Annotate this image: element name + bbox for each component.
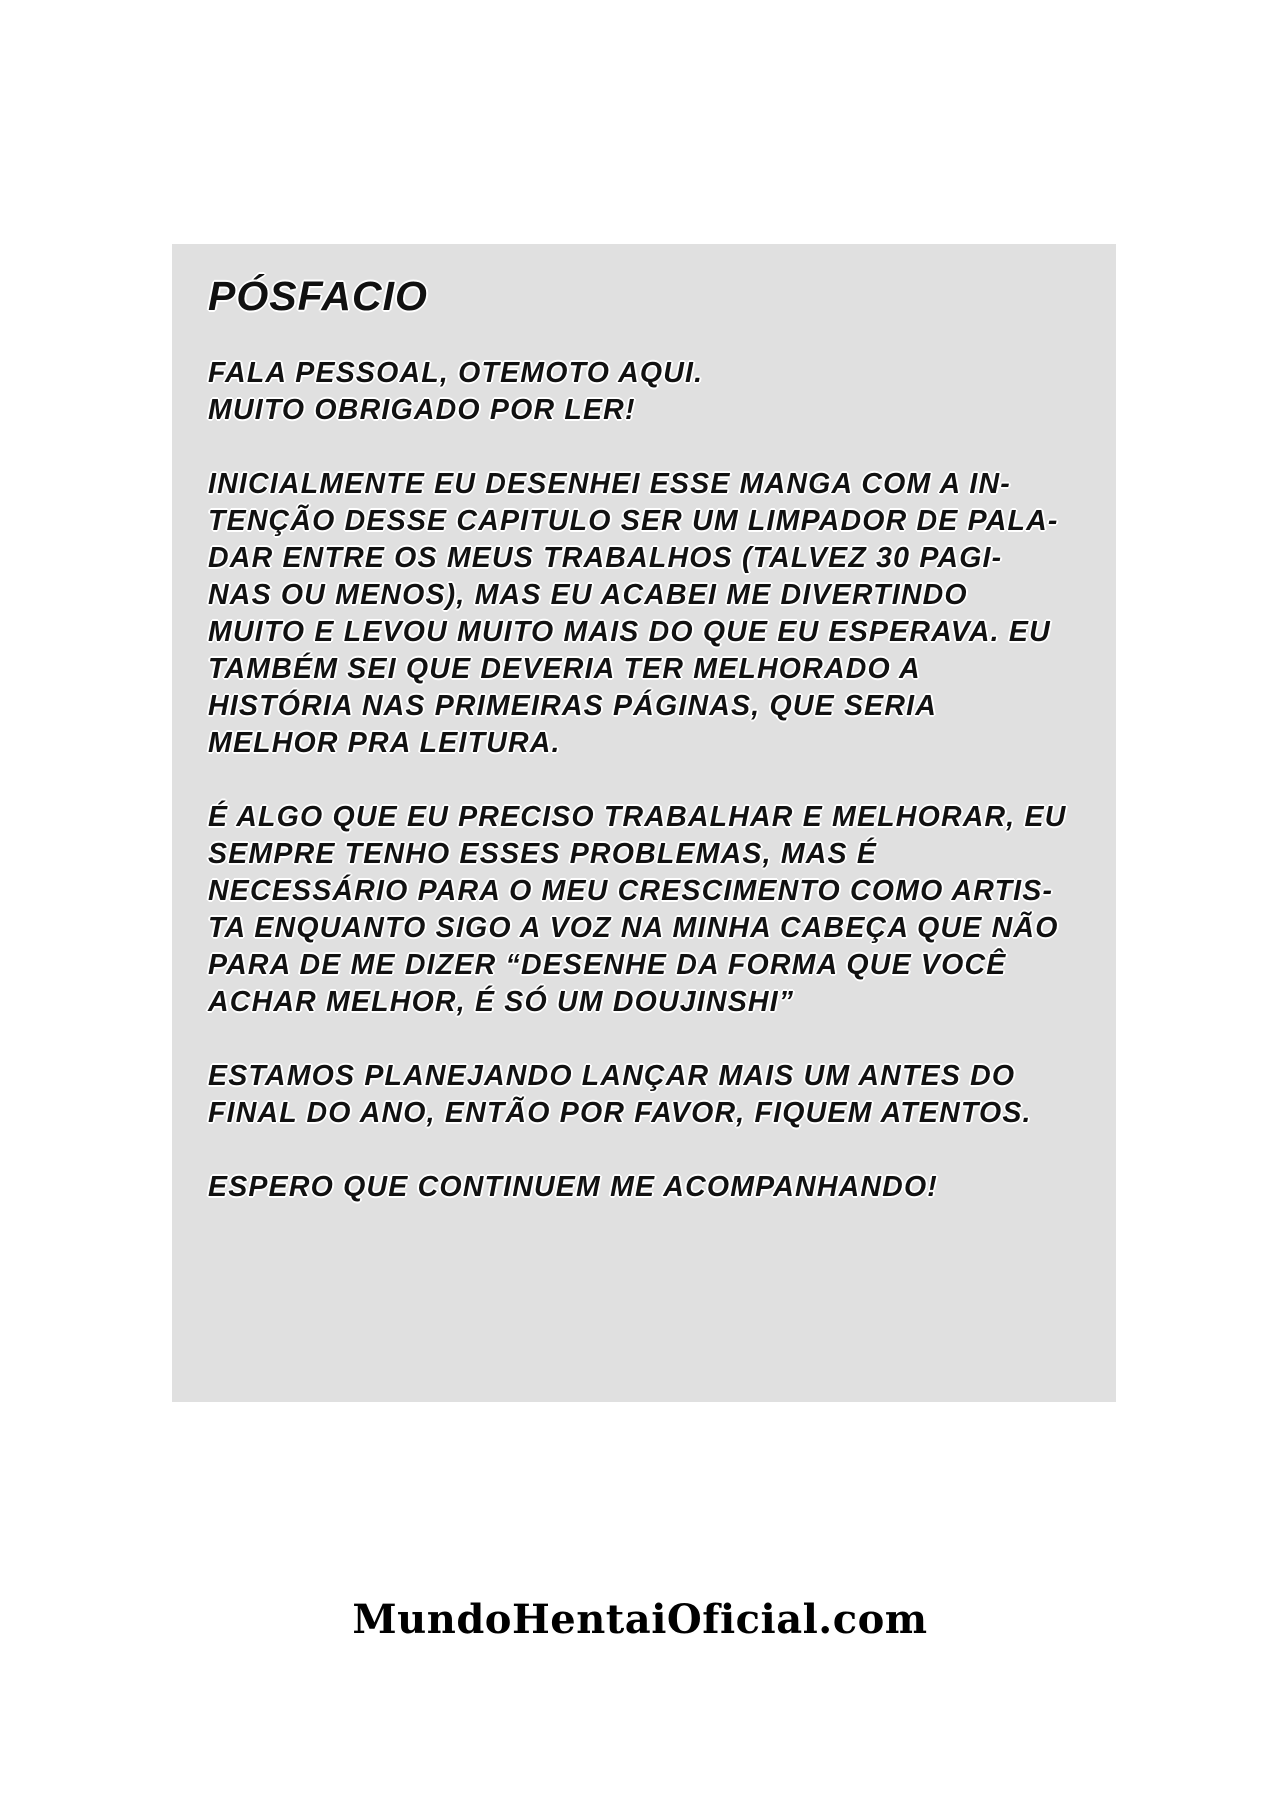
paragraph-line: MUITO E LEVOU MUITO MAIS DO QUE EU ESPERAVA. EU bbox=[208, 616, 1051, 649]
paragraph-line: MUITO OBRIGADO POR LER! bbox=[208, 394, 636, 427]
paragraph-line: DAR ENTRE OS MEUS TRABALHOS (TALVEZ 30 PAGI- bbox=[208, 542, 1003, 575]
afterword-body bbox=[208, 355, 1088, 1206]
paragraph-line: NAS OU MENOS), MAS EU ACABEI ME DIVERTINDO bbox=[208, 579, 968, 612]
paragraph-line: TENÇÃO DESSE CAPITULO SER UM LIMPADOR DE PALA- bbox=[208, 505, 1059, 538]
site-watermark: MundoHentaiOficial.com bbox=[352, 1596, 928, 1643]
paragraph-line: HISTÓRIA NAS PRIMEIRAS PÁGINAS, QUE SERIA bbox=[208, 690, 938, 723]
afterword-paragraph bbox=[208, 1169, 1088, 1206]
afterword-title: PÓSFACIO bbox=[208, 273, 428, 319]
paragraph-line: ESPERO QUE CONTINUEM ME ACOMPANHANDO! bbox=[208, 1171, 939, 1204]
paragraph-line: É ALGO QUE EU PRECISO TRABALHAR E MELHORAR, EU bbox=[208, 801, 1067, 834]
paragraph-line: INICIALMENTE EU DESENHEI ESSE MANGA COM A IN- bbox=[208, 468, 1011, 501]
afterword-paragraph bbox=[208, 1058, 1088, 1132]
afterword-paragraph bbox=[208, 466, 1088, 762]
paragraph-line: FALA PESSOAL, OTEMOTO AQUI. bbox=[208, 357, 704, 390]
paragraph-line: NECESSÁRIO PARA O MEU CRESCIMENTO COMO ARTIS- bbox=[208, 875, 1054, 908]
paragraph-line: PARA DE ME DIZER “DESENHE DA FORMA QUE VOCÊ bbox=[208, 949, 1007, 982]
paragraph-line: MELHOR PRA LEITURA. bbox=[208, 727, 561, 760]
afterword-panel bbox=[172, 244, 1116, 1402]
paragraph-line: TA ENQUANTO SIGO A VOZ NA MINHA CABEÇA QUE NÃO bbox=[208, 912, 1059, 945]
paragraph-line: TAMBÉM SEI QUE DEVERIA TER MELHORADO A bbox=[208, 653, 921, 686]
paragraph-line: SEMPRE TENHO ESSES PROBLEMAS, MAS É bbox=[208, 838, 878, 871]
paragraph-line: ESTAMOS PLANEJANDO LANÇAR MAIS UM ANTES DO bbox=[208, 1060, 1016, 1093]
afterword-paragraph bbox=[208, 799, 1088, 1021]
afterword-content bbox=[208, 274, 1088, 1243]
paragraph-line: ACHAR MELHOR, É SÓ UM DOUJINSHI” bbox=[208, 986, 795, 1019]
paragraph-line: FINAL DO ANO, ENTÃO POR FAVOR, FIQUEM ATENTOS. bbox=[208, 1097, 1032, 1130]
afterword-paragraph bbox=[208, 355, 1088, 429]
